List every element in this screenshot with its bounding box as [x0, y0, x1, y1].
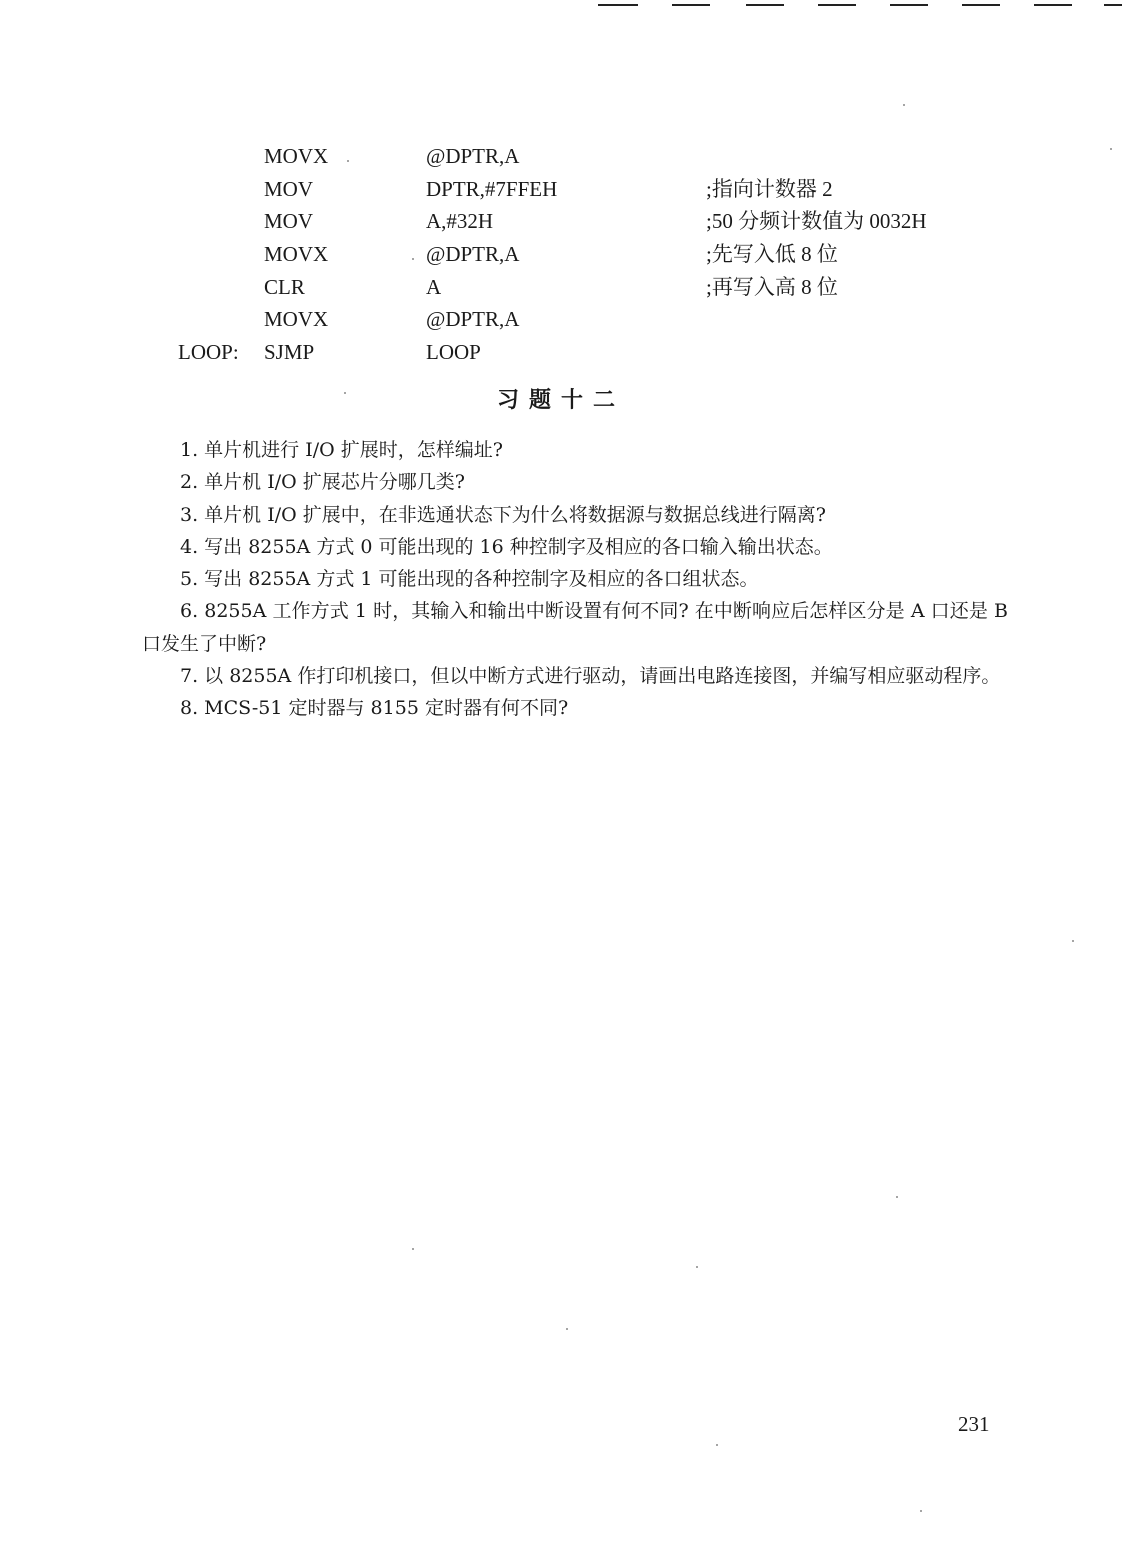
- code-opcode: MOVX: [264, 307, 329, 332]
- scan-speck: [347, 160, 349, 162]
- code-operand: @DPTR,A: [426, 242, 520, 267]
- code-opcode: MOV: [264, 176, 314, 201]
- code-line: [0, 173, 1122, 206]
- scan-speck: [903, 104, 905, 106]
- code-opcode: MOVX: [264, 144, 329, 168]
- code-comment: ;再写入高 8 位: [706, 274, 838, 299]
- code-opcode: SJMP: [264, 340, 315, 365]
- code-comment: ;指向计数器 2: [706, 176, 833, 201]
- page-number: 231: [958, 1412, 990, 1436]
- scan-speck: [1072, 940, 1074, 942]
- code-label: LOOP:: [178, 340, 239, 365]
- scan-speck: [696, 1266, 698, 1268]
- exercise-item: 1. 单片机进行 I/O 扩展时，怎样编址?: [180, 439, 503, 461]
- scan-speck: [412, 258, 414, 260]
- scan-dash: [818, 4, 856, 6]
- exercise-item: 4. 写出 8255A 方式 0 可能出现的 16 种控制字及相应的各口输入输出状态。: [180, 535, 833, 558]
- scan-dash: [746, 4, 784, 6]
- top-scan-marks: [0, 0, 1122, 12]
- scan-dash: [1104, 4, 1122, 6]
- code-opcode: MOVX: [264, 242, 329, 267]
- code-opcode: MOV: [264, 209, 314, 234]
- scan-dash: [672, 4, 710, 6]
- scan-dash: [962, 4, 1000, 6]
- scan-speck: [344, 392, 346, 394]
- scan-dash: [890, 4, 928, 6]
- exercise-item: 5. 写出 8255A 方式 1 可能出现的各种控制字及相应的各口组状态。: [180, 568, 759, 591]
- code-operand: @DPTR,A: [426, 307, 520, 332]
- code-line: [0, 303, 1122, 336]
- code-operand: DPTR,#7FFEH: [426, 176, 558, 201]
- scan-speck: [412, 1248, 414, 1250]
- scan-dash: [1034, 4, 1072, 6]
- code-operand: LOOP: [426, 340, 481, 365]
- section-title: 习题十二: [496, 388, 625, 413]
- assembly-code-listing: [0, 140, 1122, 369]
- exercise-item: 2. 单片机 I/O 扩展芯片分哪几类?: [180, 471, 465, 494]
- code-operand: @DPTR,A: [426, 144, 520, 168]
- exercise-item: 3. 单片机 I/O 扩展中，在非选通状态下为什么将数据源与数据总线进行隔离?: [180, 503, 826, 526]
- scan-speck: [566, 1328, 568, 1330]
- exercise-item: 8. MCS-51 定时器与 8155 定时器有何不同?: [180, 697, 569, 720]
- scan-speck: [716, 1444, 718, 1446]
- exercise-item: 7. 以 8255A 作打印机接口，但以中断方式进行驱动，请画出电路连接图，并编写相应驱动程序。: [180, 665, 1001, 688]
- code-operand: A: [426, 274, 442, 299]
- code-line: [0, 238, 1122, 271]
- code-line: [0, 271, 1122, 304]
- exercise-list: [142, 434, 1008, 725]
- scan-speck: [1110, 148, 1112, 150]
- scan-speck: [920, 1510, 922, 1512]
- code-operand: A,#32H: [426, 209, 494, 234]
- exercise-item: 6. 8255A 工作方式 1 时，其输入和输出中断设置有何不同? 在中断响应后怎样区分是 A 口还是 B 口发生了中断?: [142, 600, 1008, 655]
- code-opcode: CLR: [264, 274, 305, 299]
- code-comment: ;50 分频计数值为 0032H: [706, 209, 927, 234]
- code-line: [0, 140, 1122, 173]
- scan-dash: [598, 4, 638, 6]
- code-line: [0, 336, 1122, 369]
- code-line: [0, 205, 1122, 238]
- code-comment: ;先写入低 8 位: [706, 242, 838, 267]
- scan-speck: [896, 1196, 898, 1198]
